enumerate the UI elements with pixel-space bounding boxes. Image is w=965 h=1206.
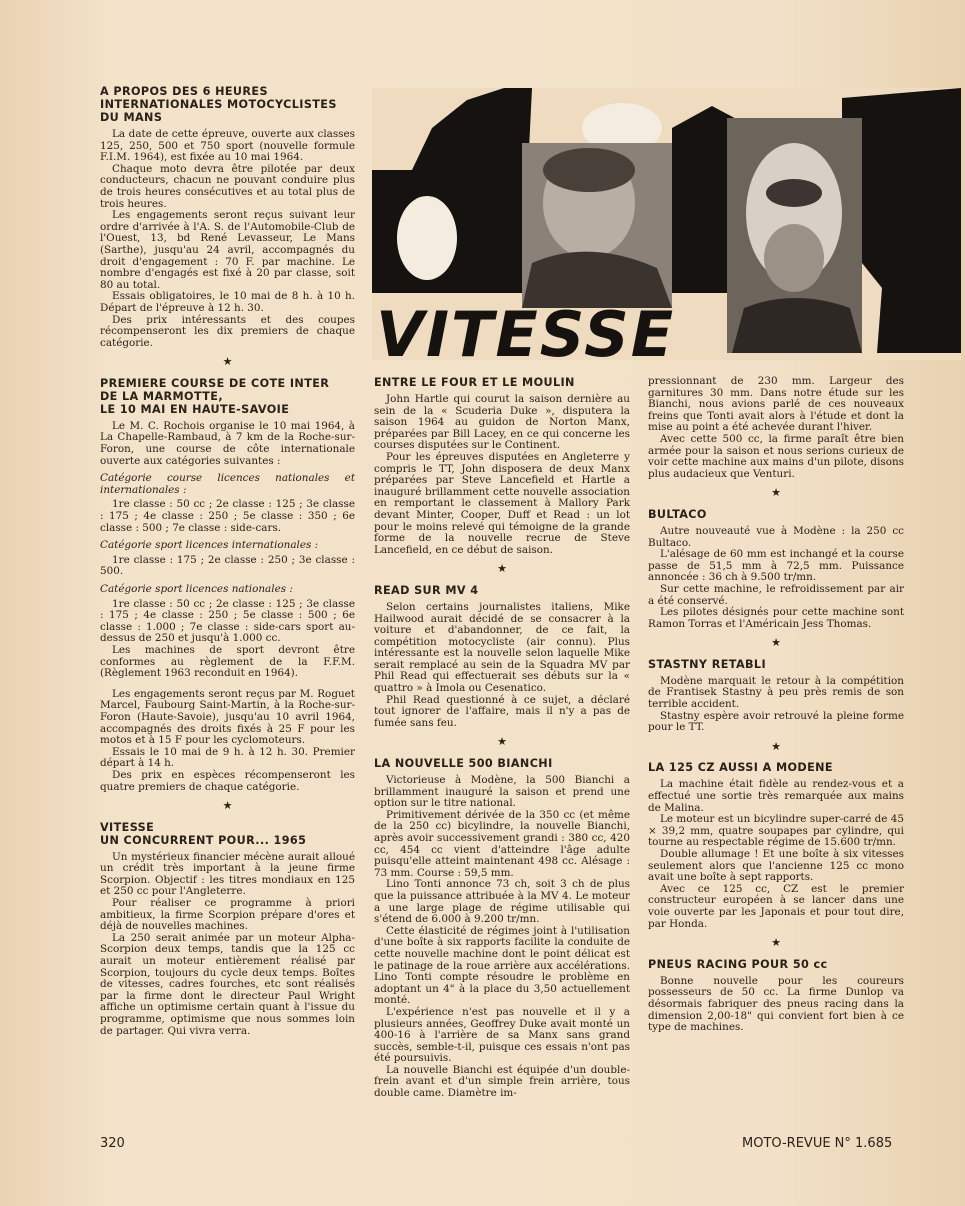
column-1 bbox=[100, 85, 355, 1037]
star-separator: ★ bbox=[771, 936, 781, 950]
paragraph: Autre nouveauté vue à Modène : la 250 cc Bultaco. bbox=[648, 524, 904, 549]
paragraph: 1re classe : 50 cc ; 2e classe : 125 ; 3e classe : 175 ; 4e classe : 250 ; 5e classe : 350 ; 6e classe : 500 ; 7e classe : side-cars. bbox=[100, 498, 355, 534]
paragraph: Pour les épreuves disputées en Angleterre y compris le TT, John disposera de deux Manx préparées par Steve Lancefield et Hartle a inauguré brillamment cette nouvelle association en remportant le classement à Mallory Park devant Minter, Cooper, Duff et Read : un lot pour le moins relevé qui témoigne de la grande forme de la nouvelle recrue de Steve Lancefield, en ce début de saison. bbox=[374, 450, 630, 556]
paragraph: Le M. C. Rochois organise le 10 mai 1964, à La Chapelle-Rambaud, à 7 km de la Roche-sur-Foron, une course de côte internationale ouverte aux catégories suivantes : bbox=[100, 419, 355, 467]
paragraph: Le moteur est un bicylindre super-carré de 45 × 39,2 mm, quatre soupapes par cylindre, qui tourne au respectable régime de 15.600 tr/mn. bbox=[648, 813, 904, 849]
paragraph: Lino Tonti annonce 73 ch, soit 3 ch de plus que la puissance attribuée à la MV 4. Le moteur a une large plage de régime utilisable qui s'étend de 6.000 à 9.200 tr/mn. bbox=[374, 878, 630, 926]
paragraph: La 250 serait animée par un moteur Alpha-Scorpion deux temps, tandis que la 125 cc aurait un moteur entièrement réalisé par Scorpion, toujours du cycle deux temps. Boîtes de vitesses, cadres fourches, etc sont réalisés par la firme dont le directeur Paul Wright affiche un optimisme certain quant à l'issue du programme, optimisme que nous sommes loin de partager. Qui vivra verra. bbox=[100, 931, 355, 1037]
star-separator: ★ bbox=[771, 739, 781, 753]
vitesse-word: VITESSE bbox=[376, 298, 676, 360]
paragraph: La nouvelle Bianchi est équipée d'un double-frein avant et d'un simple frein arrière, tous double came. Diamètre im- bbox=[374, 1063, 630, 1100]
paragraph: Avec cette 500 cc, la firme paraît être bien armée pour la saison et nous serions curieux de voir cette machine aux mains d'un pilote, disons plus audacieux que Venturi. bbox=[648, 432, 904, 480]
article-title: STASTNY RETABLI bbox=[648, 657, 767, 671]
star-separator: ★ bbox=[497, 735, 507, 749]
magazine-issue: MOTO-REVUE N° 1.685 bbox=[742, 1136, 893, 1151]
article-title: LA NOUVELLE 500 BIANCHI bbox=[374, 757, 553, 771]
paragraph: La machine était fidèle au rendez-vous et a effectué une sortie très remarquée aux mains de Malina. bbox=[648, 778, 904, 814]
paragraph: Des prix en espèces récompenseront les quatre premiers de chaque catégorie. bbox=[100, 768, 355, 793]
paragraph: John Hartle qui courut la saison dernière au sein de la « Scuderia Duke », disputera la saison 1964 au guidon de Norton Manx, préparées par Bill Lacey, en ce qui concerne les courses disputées sur le Continent. bbox=[374, 393, 630, 452]
paragraph: Bonne nouvelle pour les coureurs possesseurs de 50 cc. La firme Dunlop va désormais fabriquer des pneus racing dans la dimension 2,00-18" qui convient fort bien à ce type de machines. bbox=[648, 974, 904, 1034]
star-separator: ★ bbox=[222, 799, 233, 813]
paragraph: 1re classe : 175 ; 2e classe : 250 ; 3e classe : 500. bbox=[100, 553, 355, 578]
article-title: VITESSE UN CONCURRENT POUR... 1965 bbox=[100, 820, 307, 847]
star-separator: ★ bbox=[497, 562, 507, 576]
paragraph: Primitivement dérivée de la 350 cc (et même de la 250 cc) bicylindre, la nouvelle Bianchi, après avoir successivement grandi : 380 cc, 420 cc, 454 cc vient d'atteindre l'âge adulte puisqu'elle atteint maintenant 498 cc. Alésage : 73 mm. Course : 59,5 mm. bbox=[374, 808, 630, 879]
paragraph: Essais obligatoires, le 10 mai de 8 h. à 10 h. Départ de l'épreuve à 12 h. 30. bbox=[100, 290, 355, 314]
article-title: LA 125 CZ AUSSI A MODENE bbox=[648, 761, 833, 775]
article-title: PREMIERE COURSE DE COTE INTER DE LA MARMOTTE, LE 10 MAI EN HAUTE-SAVOIE bbox=[100, 376, 330, 416]
paragraph: pressionnant de 230 mm. Largeur des garnitures 30 mm. Dans notre étude sur les Bianchi, nous avions parlé de ces nouveaux freins que Tonti avait alors à l'étude et dont la mise au point a été achevée durant l'hiver. bbox=[648, 375, 904, 434]
article-title: READ SUR MV 4 bbox=[374, 583, 479, 597]
article-title: A PROPOS DES 6 HEURES INTERNATIONALES MOTOCYCLISTES DU MANS bbox=[100, 85, 337, 124]
paragraph: Double allumage ! Et une boîte à six vitesses seulement alors que l'ancienne 125 cc mono avait une boîte à sept rapports. bbox=[648, 848, 904, 884]
paragraph: Essais le 10 mai de 9 h. à 12 h. 30. Premier départ à 14 h. bbox=[100, 745, 355, 770]
paragraph: Phil Read questionné à ce sujet, a déclaré tout ignorer de l'affaire, mais il n'y a pas de fumée sans feu. bbox=[374, 693, 630, 729]
paragraph: L'expérience n'est pas nouvelle et il y a plusieurs années, Geoffrey Duke avait monté un 400-16 à l'arrière de sa Manx sans grand succès, semble-t-il, puisque ces essais n'ont pas été poursuivis. bbox=[374, 1005, 630, 1065]
article-title: BULTACO bbox=[648, 507, 707, 521]
category-heading: Catégorie sport licences nationales : bbox=[100, 583, 293, 595]
category-heading: Catégorie sport licences internationales : bbox=[100, 539, 319, 552]
paragraph: Les pilotes désignés pour cette machine sont Ramon Torras et l'Américain Jess Thomas. bbox=[648, 606, 904, 630]
category-heading: Catégorie course licences nationales et internationales : bbox=[100, 472, 355, 496]
paragraph: Selon certains journalistes italiens, Mike Hailwood aurait décidé de se consacrer à la voiture et d'abandonner, de ce fait, la compétition motocycliste (air connu). Plus intéressante est la nouvelle selon laquelle Mike serait remplacé au sein de la Squadra MV par Phil Read qui effectuerait ses débuts sur la « quattro » à Imola ou Cesenatico. bbox=[374, 600, 630, 695]
column-2 bbox=[374, 376, 630, 1100]
paragraph: Les machines de sport devront être conformes au règlement de la F.F.M. (Règlement 1963 reconduit en 1964). bbox=[100, 643, 355, 680]
paragraph: 1re classe : 50 cc ; 2e classe : 125 ; 3e classe : 175 ; 4e classe : 250 ; 5e classe : 500 ; 6e classe : 1.000 ; 7e classe : side-cars sport au-dessus de 250 et jusqu'à 1.000 cc. bbox=[100, 597, 355, 645]
column-3 bbox=[648, 376, 904, 1034]
paragraph: Pour réaliser ce programme à priori ambitieux, la firme Scorpion prépare d'ores et déjà de nouvelles machines. bbox=[100, 897, 355, 933]
paragraph: Sur cette machine, le refroidissement par air a été conservé. bbox=[648, 582, 904, 607]
paragraph: La date de cette épreuve, ouverte aux classes 125, 250, 500 et 750 sport (nouvelle formule F.I.M. 1964), est fixée au 10 mai 1964. bbox=[100, 128, 355, 164]
star-separator: ★ bbox=[222, 355, 233, 369]
paragraph: L'alésage de 60 mm est inchangé et la course passe de 51,5 mm à 72,5 mm. Puissance annoncée : 36 ch à 9.500 tr/mn. bbox=[648, 548, 904, 584]
paragraph: Modène marquait le retour à la compétition de Frantisek Stastny à peu près remis de son terrible accident. bbox=[648, 674, 904, 711]
paragraph: Des prix intéressants et des coupes récompenseront les dix premiers de chaque catégorie. bbox=[100, 313, 355, 349]
paragraph: Un mystérieux financier mécène aurait alloué un crédit très important à la jeune firme Scorpion. Objectif : les titres mondiaux en 125 et 250 cc pour l'Angleterre. bbox=[100, 850, 355, 898]
paragraph: Les engagements seront reçus suivant leur ordre d'arrivée à l'A. S. de l'Automobile-Club de l'Ouest, 13, bd René Levasseur, Le Mans (Sarthe), jusqu'au 24 avril, accompagnés du droit d'engagement : 70 F. par machine. Le nombre d'engagés est fixé à 20 par classe, soit 80 au total. bbox=[100, 209, 355, 291]
article-title: PNEUS RACING POUR 50 cc bbox=[648, 957, 828, 971]
star-separator: ★ bbox=[771, 636, 781, 650]
vitesse-banner bbox=[372, 88, 961, 360]
star-separator: ★ bbox=[771, 486, 781, 500]
article-title: ENTRE LE FOUR ET LE MOULIN bbox=[374, 376, 575, 389]
paragraph: Victorieuse à Modène, la 500 Bianchi a brillamment inauguré la saison et prend une option sur le titre national. bbox=[374, 774, 630, 810]
paragraph: Cette élasticité de régimes joint à l'utilisation d'une boîte à six rapports facilite la conduite de cette nouvelle machine dont le point délicat est le patinage de la roue arrière aux accélérations. Lino Tonti compte résoudre le problème en adoptant un 4" à la place du 3,50 actuellement monté. bbox=[374, 924, 630, 1007]
paragraph: Les engagements seront reçus par M. Roguet Marcel, Faubourg Saint-Martin, à la Roche-sur-Foron (Haute-Savoie), jusqu'au 10 avril 1964, accompagnés des droits fixés à 25 F pour les motos et à 15 F pour les cyclomoteurs. bbox=[100, 687, 355, 747]
paragraph: Avec ce 125 cc, CZ est le premier constructeur européen à se lancer dans une voie ouverte par les Japonais et pour tout dire, par Honda. bbox=[648, 882, 904, 930]
paragraph: Chaque moto devra être pilotée par deux conducteurs, chacun ne pouvant conduire plus de trois heures consécutives et au total plus de trois heures. bbox=[100, 162, 355, 210]
page-number: 320 bbox=[100, 1136, 125, 1151]
paragraph: Stastny espère avoir retrouvé la pleine forme pour le TT. bbox=[648, 709, 904, 734]
